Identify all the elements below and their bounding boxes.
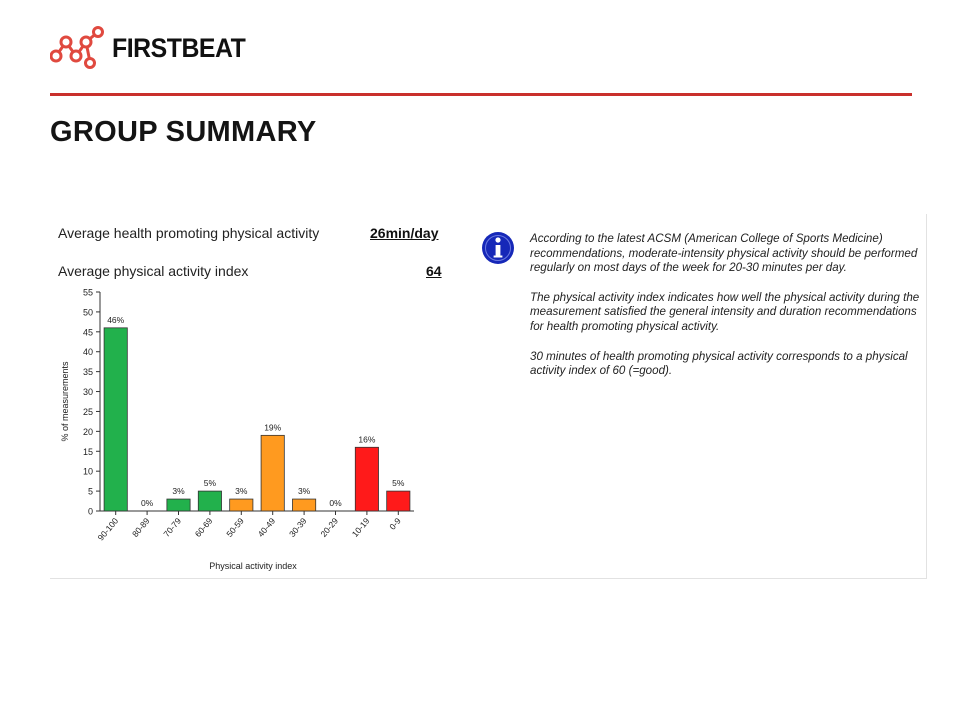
- y-axis-label: % of measurements: [60, 361, 70, 442]
- bar: [387, 491, 410, 511]
- bar: [198, 491, 221, 511]
- data-label: 5%: [203, 478, 217, 489]
- activity-bar-chart: [50, 214, 470, 578]
- y-tick-label: 50: [82, 307, 93, 318]
- page-title: GROUP SUMMARY: [50, 116, 317, 148]
- x-tick-label: 70-79: [161, 515, 184, 539]
- y-tick-label: 10: [82, 466, 93, 477]
- y-tick-label: 45: [82, 327, 93, 338]
- bar: [104, 328, 127, 511]
- bar: [167, 499, 190, 511]
- stat-label-index: Average physical activity index: [58, 263, 249, 279]
- summary-panel: [50, 214, 927, 579]
- header-divider: [50, 93, 912, 96]
- bar: [355, 447, 378, 511]
- info-paragraph: 30 minutes of health promoting physical activity corresponds to a physical activity index of 60 (=good).: [530, 349, 908, 378]
- x-tick-label: 50-59: [224, 515, 246, 539]
- bar: [230, 499, 253, 511]
- data-label: 3%: [235, 486, 248, 497]
- info-paragraph: According to the latest ACSM (American College of Sports Medicine) recommendations, moderate-intensity physical activity should be performed regularly on most days of the week for 20-30 minutes per day.: [530, 232, 918, 275]
- x-tick-label: 0-9: [387, 515, 403, 532]
- bar: [261, 435, 284, 511]
- y-tick-label: 0: [87, 506, 93, 517]
- info-icon: [480, 230, 516, 266]
- x-tick-label: 20-29: [318, 515, 341, 539]
- data-label: 46%: [107, 314, 125, 325]
- bar: [292, 499, 315, 511]
- brand-name: FIRSTBEAT: [112, 32, 246, 63]
- data-label: 3%: [297, 486, 311, 497]
- data-label: 16%: [358, 434, 376, 445]
- data-label: 3%: [172, 486, 185, 497]
- x-tick-label: 10-19: [349, 515, 372, 539]
- info-paragraph: The physical activity index indicates how well the physical activity during the measurement satisfied the general intensity and duration recommendations for health promoting physical activity.: [530, 290, 920, 333]
- data-label: 5%: [392, 478, 405, 489]
- y-tick-label: 55: [82, 287, 93, 298]
- y-tick-label: 25: [82, 406, 93, 417]
- x-tick-label: 30-39: [286, 515, 309, 539]
- x-tick-label: 90-100: [95, 515, 121, 543]
- y-tick-label: 40: [82, 347, 93, 358]
- data-label: 19%: [264, 422, 282, 433]
- x-axis-label: Physical activity index: [209, 561, 297, 571]
- firstbeat-logo: [50, 26, 257, 70]
- info-text: [530, 232, 926, 394]
- stat-value-activity: 26min/day: [370, 225, 439, 241]
- y-tick-label: 20: [82, 426, 93, 437]
- x-tick-label: 60-69: [192, 515, 215, 539]
- data-label: 0%: [140, 498, 154, 508]
- stat-value-index: 64: [426, 263, 442, 279]
- y-tick-label: 35: [82, 367, 93, 378]
- stat-label-activity: Average health promoting physical activity: [58, 225, 320, 241]
- y-tick-label: 30: [82, 387, 93, 398]
- x-tick-label: 80-89: [129, 515, 152, 539]
- data-label: 0%: [329, 498, 342, 508]
- x-tick-label: 40-49: [255, 515, 278, 539]
- y-tick-label: 15: [82, 446, 93, 457]
- y-tick-label: 5: [87, 486, 93, 497]
- firstbeat-logo-icon: [50, 26, 106, 70]
